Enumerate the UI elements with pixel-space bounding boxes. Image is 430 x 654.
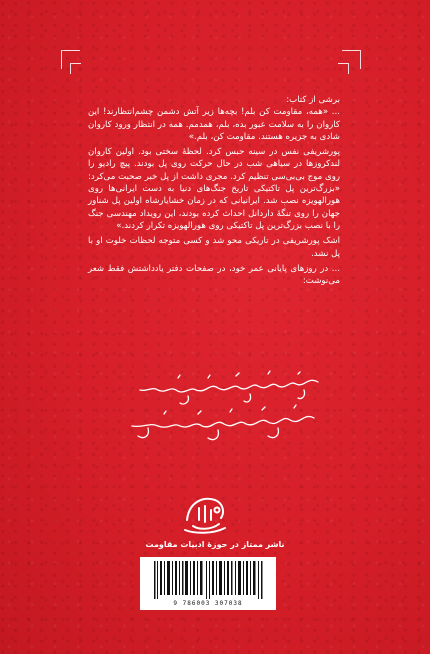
excerpt-paragraph-2: پورشریفی نفس در سینه حبس کرد. لحظهٔ سختی بود. اولین کاروان لندکروزها در سیاهی شب در حال حرکت روی پل بودند. پیچ رادیو را روی موج بی‌بی‌سی تنظیم کرد. مجری داشت از پل خبر صحبت می‌کرد: «بزرگ‌ترین پل تاکتیکی تاریخ جنگ‌های دنیا به دست ایرانی‌ها روی هورالهویزه نصب شد. ایرانیانی که در زمان خشایارشاه اولین پل شناور جهان را روی تنگهٔ داردانل احداث کرده بودند، این رویداد مهندسی جنگ را با نصب بزرگ‌ترین پل تاکتیکی روی هورالهویزه تکرار کردند.» [88,147,340,231]
barcode-bars [154,561,264,599]
publisher-logo-icon [179,490,231,536]
frame-corner-top-left-inner [70,63,81,74]
frame-corner-top-right-inner [338,63,349,74]
excerpt-paragraph-4: ... در روزهای پایانی عمر خود، در صفحات دفتر یادداشتش فقط شعر می‌نوشت: [88,263,340,287]
book-excerpt [88,94,340,287]
excerpt-title: برشی از کتاب: [286,95,340,105]
publisher-tagline: ناشر ممتاز در حوزهٔ ادبیات مقاومت [145,540,285,549]
excerpt-paragraph-1: ... «همه، مقاومت کن بلم! بچه‌ها زیر آتش دشمن چشم‌انتظارند! این کاروان را به سلامت عبور بده، بلم، همدمم. همه در انتظار ورود کاروان شادی به جزیره هستند. مقاومت کن، بلم.» [88,107,340,142]
handwritten-poem [118,368,328,448]
isbn-number: 9 786003 307038 [173,600,243,607]
excerpt-paragraph-3: اشک پورشریفی در تاریکی محو شد و کسی متوجه لحظات خلوت او با پل نشد. [88,236,340,259]
isbn-barcode [140,557,276,610]
